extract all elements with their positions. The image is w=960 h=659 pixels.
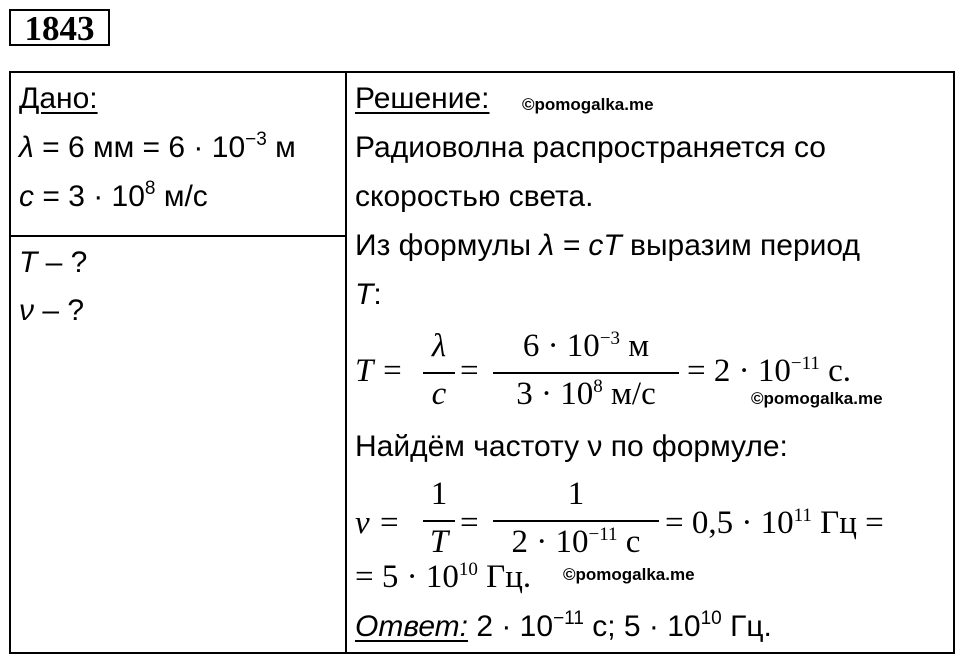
eq1-fraction-2: $6 \cdot 10^{-3}$ м $3 \cdot 10^8$ м/с bbox=[493, 328, 679, 418]
column-divider bbox=[345, 73, 347, 652]
problem-number: 1843 bbox=[24, 9, 95, 48]
solution-table bbox=[9, 71, 955, 654]
solution-text-4: T: bbox=[355, 278, 382, 311]
eq2-result: = $0,5 \cdot 10^{11}$ Гц = bbox=[665, 505, 884, 541]
solution-text-3: Из формулы λ = cT выразим период bbox=[355, 229, 860, 262]
solution-text-2: скоростью света. bbox=[355, 180, 594, 213]
watermark-3: ©pomogalka.me bbox=[563, 565, 695, 584]
solution-text-5: Найдём частоту ν по формуле: bbox=[355, 430, 788, 463]
eq2-equals: = bbox=[460, 505, 479, 541]
given-find-divider bbox=[11, 235, 345, 237]
eq1-fraction-1: λ c bbox=[423, 328, 455, 418]
eq2-fraction-1: 1 T bbox=[423, 476, 455, 566]
given-wavelength: λ = 6 мм = $6 \cdot 10^{-3}$ м bbox=[19, 129, 296, 164]
find-period: T – ? bbox=[19, 246, 88, 279]
watermark-2: ©pomogalka.me bbox=[751, 389, 883, 408]
solution-text-1: Радиоволна распространяется со bbox=[355, 131, 826, 164]
solution-heading: Решение: bbox=[355, 82, 490, 115]
eq2-fraction-2: 1 $2 \cdot 10^{-11}$ с bbox=[493, 476, 659, 566]
given-heading: Дано: bbox=[19, 82, 98, 115]
given-speed: $c = 3 \cdot 10^8$ м/с bbox=[19, 178, 208, 213]
find-frequency: ν – ? bbox=[19, 294, 85, 327]
answer-label: Ответ: bbox=[355, 610, 468, 643]
watermark-1: ©pomogalka.me bbox=[522, 95, 654, 114]
eq1-equals: = bbox=[460, 353, 479, 389]
answer-line: Ответ: $2 \cdot 10^{-11}$ с; $5 \cdot 10^{10}$ Гц. bbox=[355, 608, 772, 643]
eq1-lhs: T = bbox=[355, 353, 404, 389]
eq2-lhs: ν = bbox=[355, 505, 401, 541]
eq1-result: = $2 \cdot 10^{-11}$ с. bbox=[687, 353, 852, 389]
eq3-result: = $5 \cdot 10^{10}$ Гц. bbox=[355, 559, 532, 595]
problem-number-box bbox=[9, 9, 110, 46]
